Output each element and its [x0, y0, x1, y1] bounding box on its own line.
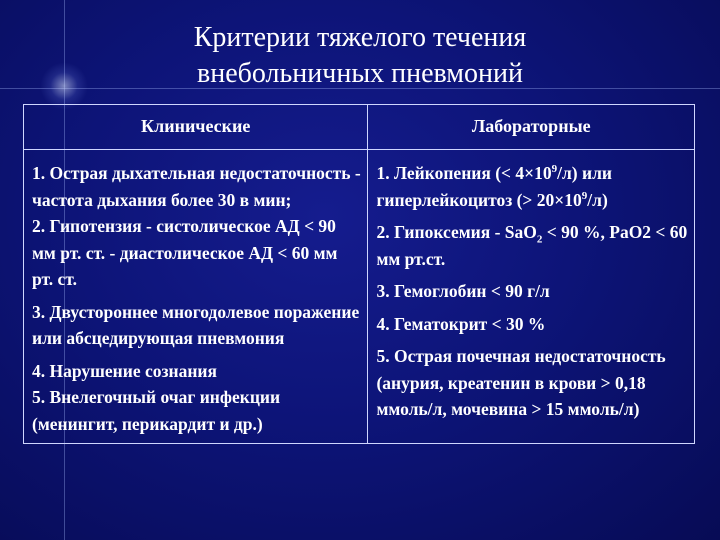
clinical-criteria-cell: [24, 150, 368, 444]
lab-item-1: [376, 160, 688, 213]
criteria-table: [23, 104, 695, 444]
lab-item-2-subscript: 2: [536, 233, 543, 246]
lab-item-1-prefix: 1. Лейкопения (< 4×10: [376, 163, 552, 183]
slide-title: [0, 20, 720, 92]
lab-item-2-suffix: < 90 %, PaO2 < 60 мм рт.ст.: [376, 222, 688, 269]
lab-item-4: 4. Гематокрит < 30 %: [376, 313, 546, 334]
lab-item-3: 3. Гемоглобин < 90 г/л: [376, 281, 550, 301]
table-header-row: [24, 105, 695, 150]
clinical-item-4: 4. Нарушение сознания: [32, 360, 217, 381]
clinical-item-3: 3. Двустороннее многодолевое поражение или абсцедирующая пневмония: [32, 301, 360, 348]
lab-item-1-exponent-2: 9: [581, 189, 588, 202]
lab-item-2: [376, 219, 688, 272]
lab-item-1-exponent: 9: [551, 163, 558, 176]
table-body-row: [24, 150, 695, 444]
clinical-item-1: 1. Острая дыхательная недостаточность - частота дыхания более 30 в мин;: [32, 163, 361, 210]
header-clinical: Клинические: [24, 105, 368, 150]
lab-item-2-prefix: 2. Гипоксемия - SaO: [376, 222, 537, 242]
lab-item-5: 5. Острая почечная недостаточность (анурия, креатенин в крови > 0,18 ммоль/л, мочевина > 15 ммоль/л): [376, 346, 666, 419]
lab-item-1-middle: /л) или гиперлейкоцитоз (> 20×10: [376, 163, 612, 210]
slide-title-line-1: Критерии тяжелого течения: [193, 22, 527, 53]
header-laboratory: Лабораторные: [368, 105, 695, 150]
slide-title-line-2: внебольничных пневмоний: [197, 58, 523, 89]
laboratory-criteria-cell: [368, 150, 695, 444]
lab-item-1-suffix: /л): [587, 189, 608, 210]
clinical-item-2: 2. Гипотензия - систолическое АД < 90 мм рт. ст. - диастолическое АД < 60 мм рт. ст.: [32, 216, 338, 289]
clinical-item-5: 5. Внелегочный очаг инфекции (менингит, перикардит и др.): [32, 387, 281, 434]
